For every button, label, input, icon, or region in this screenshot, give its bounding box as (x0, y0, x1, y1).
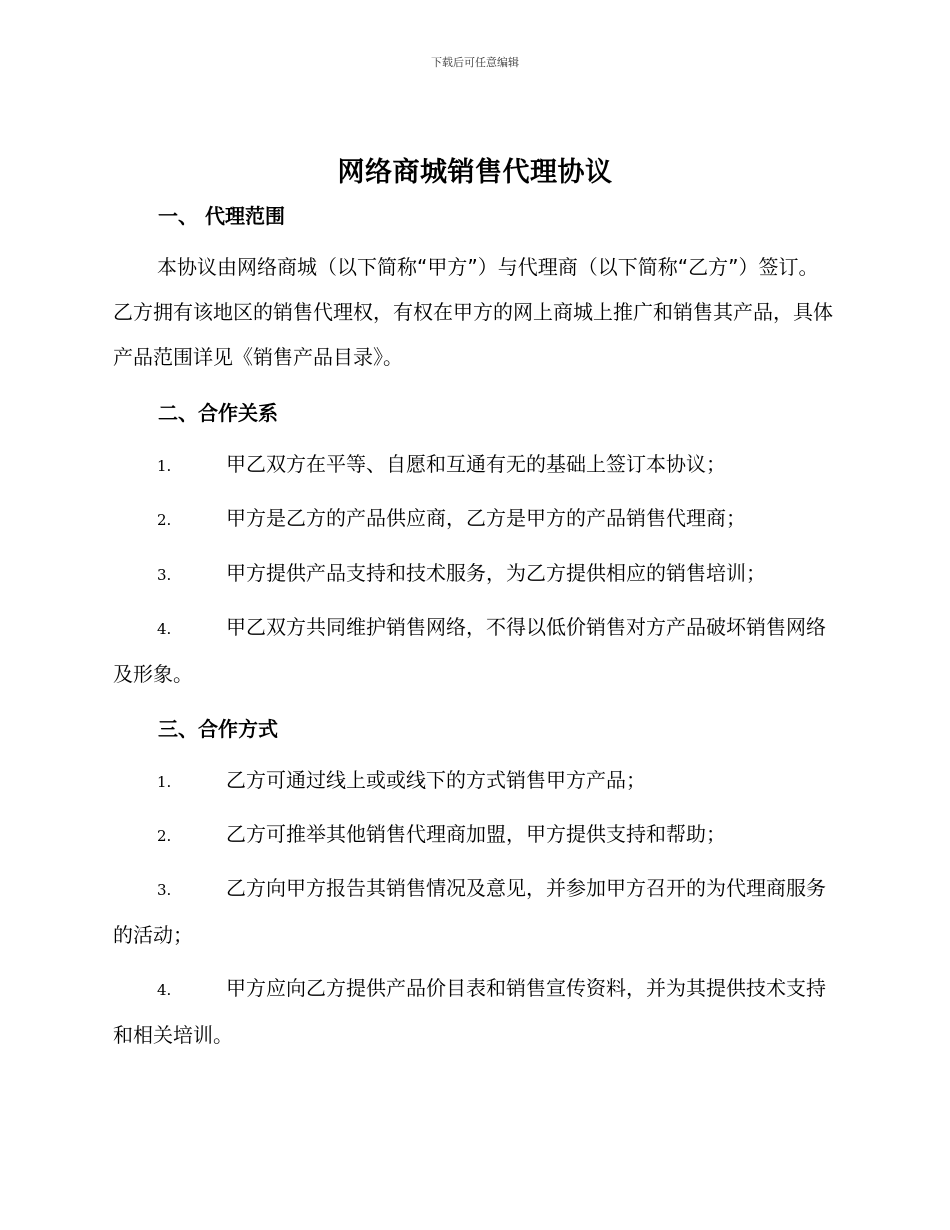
list-item (113, 496, 838, 543)
list-item (113, 605, 838, 697)
list-item-text: 乙方可推举其他销售代理商加盟，甲方提供支持和帮助； (226, 822, 726, 846)
list-item (113, 812, 838, 859)
section-heading-scope: 一、 代理范围 (158, 204, 285, 228)
list-item-text: 甲方是乙方的产品供应商，乙方是甲方的产品销售代理商； (226, 506, 746, 530)
list-item (113, 442, 838, 489)
list-item-number: 3. (157, 566, 172, 584)
list-item-number: 2. (157, 511, 172, 529)
list-item (113, 551, 838, 598)
paragraph-text: 本协议由网络商城（以下简称“甲方”）与代理商（以下简称“乙方”）签订。乙方拥有该地区的销售代理权，有权在甲方的网上商城上推广和销售其产品，具体产品范围详见《销售产品目录》。 (113, 255, 833, 369)
header-note: 下载后可任意编辑 (431, 56, 519, 69)
list-item-text: 甲乙双方在平等、自愿和互通有无的基础上签订本协议； (226, 452, 726, 476)
section-heading-cooperation: 三、合作方式 (158, 717, 278, 741)
list-item-number: 1. (157, 457, 172, 475)
section-paragraph-scope (113, 245, 838, 380)
list-item-number: 3. (157, 881, 172, 899)
list-item-text: 甲方应向乙方提供产品价目表和销售宣传资料，并为其提供技术支持和相关培训。 (113, 976, 826, 1047)
list-item-text: 乙方向甲方报告其销售情况及意见，并参加甲方召开的为代理商服务的活动； (113, 876, 826, 947)
list-item-text: 甲方提供产品支持和技术服务，为乙方提供相应的销售培训； (226, 561, 766, 585)
list-item-number: 2. (157, 827, 172, 845)
list-item-number: 4. (157, 981, 172, 999)
list-item-text: 乙方可通过线上或或线下的方式销售甲方产品； (226, 768, 646, 792)
list-item-text: 甲乙双方共同维护销售网络，不得以低价销售对方产品破坏销售网络及形象。 (113, 615, 826, 686)
list-item (113, 758, 838, 805)
list-item (113, 966, 838, 1058)
section-heading-relationship: 二、合作关系 (158, 401, 278, 425)
list-item-number: 1. (157, 773, 172, 791)
list-item-number: 4. (157, 620, 172, 638)
list-item (113, 866, 838, 958)
document-title: 网络商城销售代理协议 (337, 157, 613, 188)
